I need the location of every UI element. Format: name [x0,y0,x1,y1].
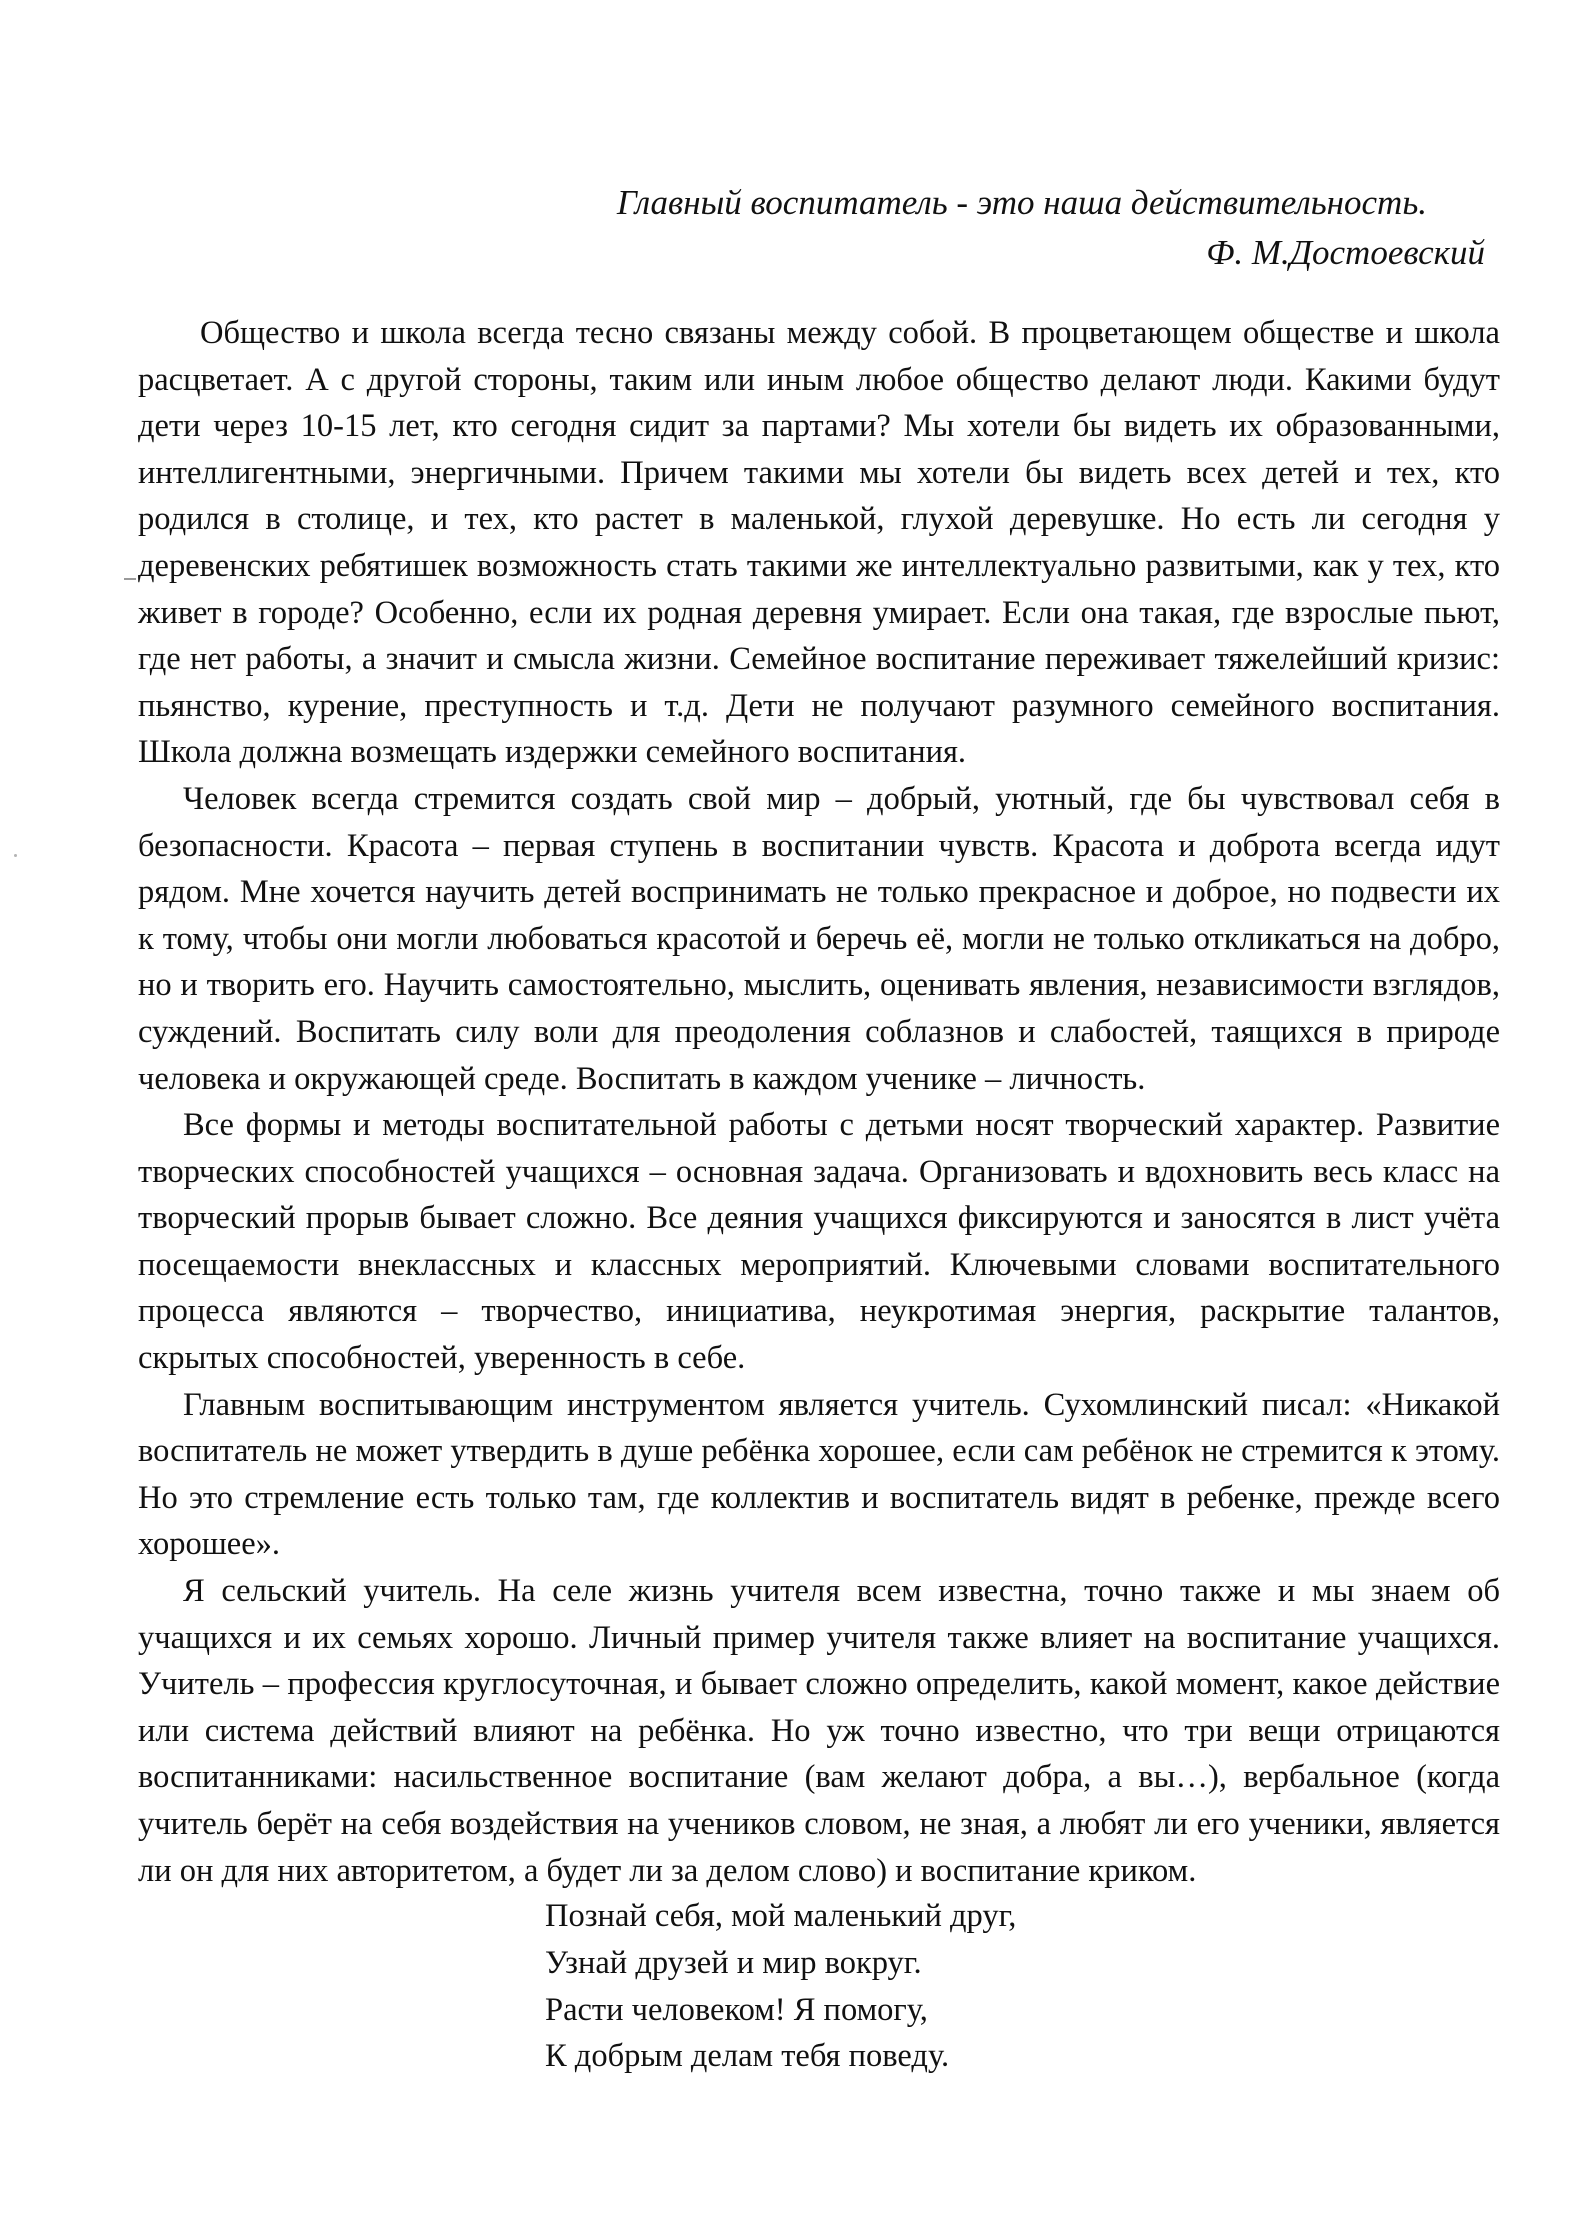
poem-line: Расти человеком! Я помогу, [545,1991,928,2028]
paragraph-beauty-and-kindness: Человек всегда стремится создать свой мир – добрый, уютный, где бы чувствовал себя в безопасности. Красота – первая ступень в воспитании чувств. Красота и доброта всегда идут рядом. Мне хочется научить детей воспринимать не только прекрасное и доброе, но подвести их к тому, чтобы они могли любоваться красотой и беречь её, могли не только откликаться на добро, но и творить его. Научить самостоятельно, мыслить, оценивать явления, независимости взглядов, суждений. Воспитать силу воли для преодоления соблазнов и слабостей, таящихся в природе человека и окружающей среде. Воспитать в каждом ученике – личность. [138,780,1500,1097]
poem-line: Познай себя, мой маленький друг, [545,1898,1017,1934]
epigraph-quote: Главный воспитатель - это наша действительность. [616,183,1427,222]
poem-line: Узнай друзей и мир вокруг. [545,1944,922,1981]
paragraph-village-teacher: Я сельский учитель. На селе жизнь учителя всем известна, точно также и мы знаем об учащихся и их семьях хорошо. Личный пример учителя также влияет на воспитание учащихся. Учитель – профессия круглосуточная, и бывает сложно определить, какой момент, какое действие или система действий влияют на ребёнка. Но уж точно известно, что три вещи отрицаются воспитанниками: насильственное воспитание (вам желают добра, а вы…), вербальное (когда учитель берёт на себя воздействия на учеников словом, не зная, а любят ли его ученики, является ли он для них авторитетом, а будет ли за делом слово) и воспитание криком. [138,1573,1500,1889]
epigraph [385,178,1485,278]
closing-poem [545,1893,1016,2080]
paragraph-society-and-school: Общество и школа всегда тесно связаны между собой. В процветающем обществе и школа расцветает. А с другой стороны, таким или иным любое общество делают люди. Какими будут дети через 10-15 лет, кто сегодня сидит за партами? Мы хотели бы видеть их образованными, интеллигентными, энергичными. Причем такими мы хотели бы видеть всех детей и тех, кто родился в столице, и тех, кто растет в маленькой, глухой деревушке. Но есть ли сегодня у деревенских ребятишек возможность стать такими же интеллектуально развитыми, как у тех, кто живет в городе? Особенно, если их родная деревня умирает. Если она такая, где взрослые пьют, где нет работы, а значит и смысла жизни. Семейное воспитание переживает тяжелейший кризис: пьянство, курение, преступность и т.д. Дети не получают разумного семейного воспитания. Школа должна возмещать издержки семейного воспитания. [138,315,1500,771]
essay-body [138,310,1500,1894]
scan-artifact-dot [14,854,17,857]
epigraph-author: Ф. М.Достоевский [1206,233,1485,272]
paragraph-teacher-as-instrument: Главным воспитывающим инструментом является учитель. Сухомлинский писал: «Никакой воспитатель не может утвердить в душе ребёнка хорошее, если сам ребёнок не стремится к этому. Но это стремление есть только там, где коллектив и воспитатель видят в ребенке, прежде всего хорошее». [138,1386,1500,1563]
scan-artifact-mark [124,578,136,580]
poem-line: К добрым делам тебя поведу. [545,2038,950,2075]
paragraph-creative-work: Все формы и методы воспитательной работы с детьми носят творческий характер. Развитие творческих способностей учащихся – основная задача. Организовать и вдохновить весь класс на творческий прорыв бывает сложно. Все деяния учащихся фиксируются и заносятся в лист учёта посещаемости внеклассных и классных мероприятий. Ключевыми словами воспитательного процесса являются – творчество, инициатива, неукротимая энергия, раскрытие талантов, скрытых способностей, уверенность в себе. [138,1107,1500,1377]
